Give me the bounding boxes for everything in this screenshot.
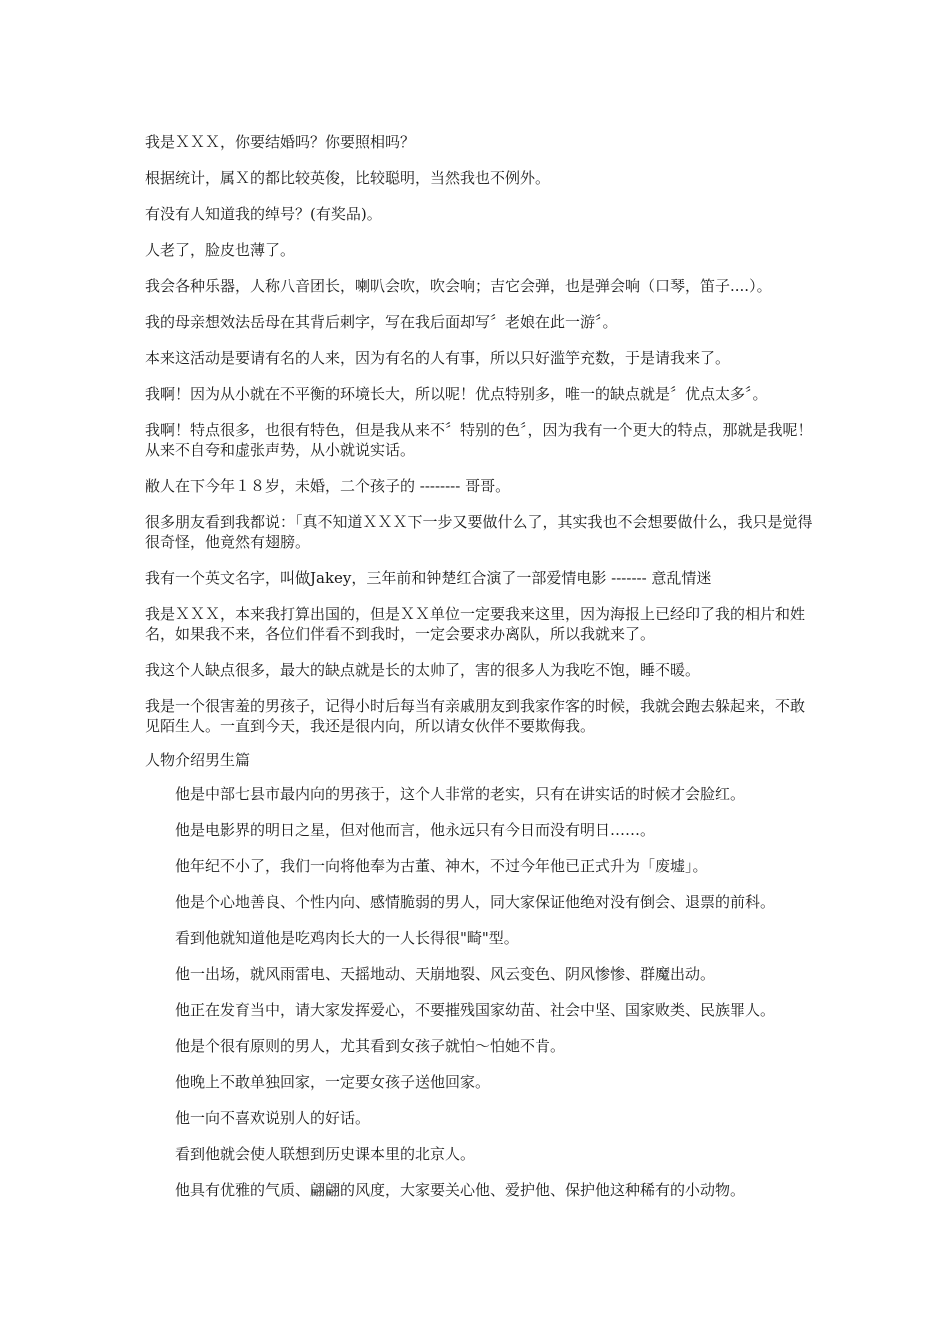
list-item: 他晚上不敢单独回家，一定要女孩子送他回家。: [175, 1073, 491, 1091]
paragraph: 很多朋友看到我都说：「真不知道ＸＸＸ下一步又要做什么了，其实我也不会想要做什么，我只是觉得很奇怪，他竟然有翅膀。: [145, 513, 813, 551]
character-intro-list: [145, 784, 817, 1200]
paragraph: 我的母亲想效法岳母在其背后刺字，写在我后面却写〞老娘在此一游〞。: [145, 313, 618, 331]
list-item: 他一向不喜欢说别人的好话。: [175, 1109, 371, 1127]
list-item: 他具有优雅的气质、翩翩的风度，大家要关心他、爱护他、保护他这种稀有的小动物。: [175, 1181, 746, 1199]
paragraph: 根据统计，属Ｘ的都比较英俊，比较聪明，当然我也不例外。: [145, 169, 551, 187]
paragraph: 敝人在下今年１８岁，未婚，二个孩子的 -------- 哥哥。: [145, 477, 511, 495]
paragraph: 我是ＸＸＸ，本来我打算出国的，但是ＸＸ单位一定要我来这里，因为海报上已经印了我的相片和姓名，如果我不来，各位们伴看不到我时，一定会要求办离队，所以我就来了。: [145, 605, 806, 643]
paragraph: 我是一个很害羞的男孩子，记得小时后每当有亲戚朋友到我家作客的时候，我就会跑去躲起来，不敢见陌生人。一直到今天，我还是很内向，所以请女伙伴不要欺侮我。: [145, 697, 806, 735]
paragraph: 我啊！因为从小就在不平衡的环境长大，所以呢！优点特别多，唯一的缺点就是〞优点太多〞。: [145, 385, 768, 403]
list-item: 他是个很有原则的男人，尤其看到女孩子就怕～怕她不肯。: [175, 1037, 566, 1055]
paragraph: 我这个人缺点很多，最大的缺点就是长的太帅了，害的很多人为我吃不饱，睡不暖。: [145, 661, 701, 679]
list-item: 他是个心地善良、个性内向、感情脆弱的男人，同大家保证他绝对没有倒会、退票的前科。: [175, 893, 776, 911]
document-body: [145, 132, 817, 1216]
list-item: 他是电影界的明日之星，但对他而言，他永远只有今日而没有明日……。: [175, 821, 656, 839]
list-item: 他一出场，就风雨雷电、天摇地动、天崩地裂、风云变色、阴风惨惨、群魔出动。: [175, 965, 716, 983]
section-heading: 人物介绍男生篇: [145, 751, 251, 769]
list-item: 看到他就会使人联想到历史课本里的北京人。: [175, 1145, 476, 1163]
list-item: 看到他就知道他是吃鸡肉长大的一人长得很"畸"型。: [175, 929, 519, 947]
paragraph: 我有一个英文名字，叫做Jakey，三年前和钟楚红合演了一部爱情电影 ------- 意乱情迷: [145, 569, 712, 587]
paragraph: 有没有人知道我的绰号？(有奖品)。: [145, 205, 382, 223]
paragraph: 我是ＸＸＸ，你要结婚吗？你要照相吗？: [145, 133, 416, 151]
paragraph: 我会各种乐器，人称八音团长，喇叭会吹，吹会响；吉它会弹，也是弹会响（口琴，笛子....）。: [145, 277, 772, 295]
paragraph: 人老了，脸皮也薄了。: [145, 241, 296, 259]
list-item: 他正在发育当中，请大家发挥爱心，不要摧残国家幼苗、社会中坚、国家败类、民族罪人。: [175, 1001, 776, 1019]
list-item: 他年纪不小了，我们一向将他奉为古董、神木，不过今年他已正式升为「废墟」。: [175, 857, 708, 875]
paragraph: 本来这活动是要请有名的人来，因为有名的人有事，所以只好滥竽充数，于是请我来了。: [145, 349, 731, 367]
paragraph: 我啊！特点很多，也很有特色，但是我从来不〞特别的色〞，因为我有一个更大的特点，那就是我呢！从来不自夸和虚张声势，从小就说实话。: [145, 421, 813, 459]
list-item: 他是中部七县市最内向的男孩于，这个人非常的老实，只有在讲实话的时候才会脸红。: [175, 785, 746, 803]
